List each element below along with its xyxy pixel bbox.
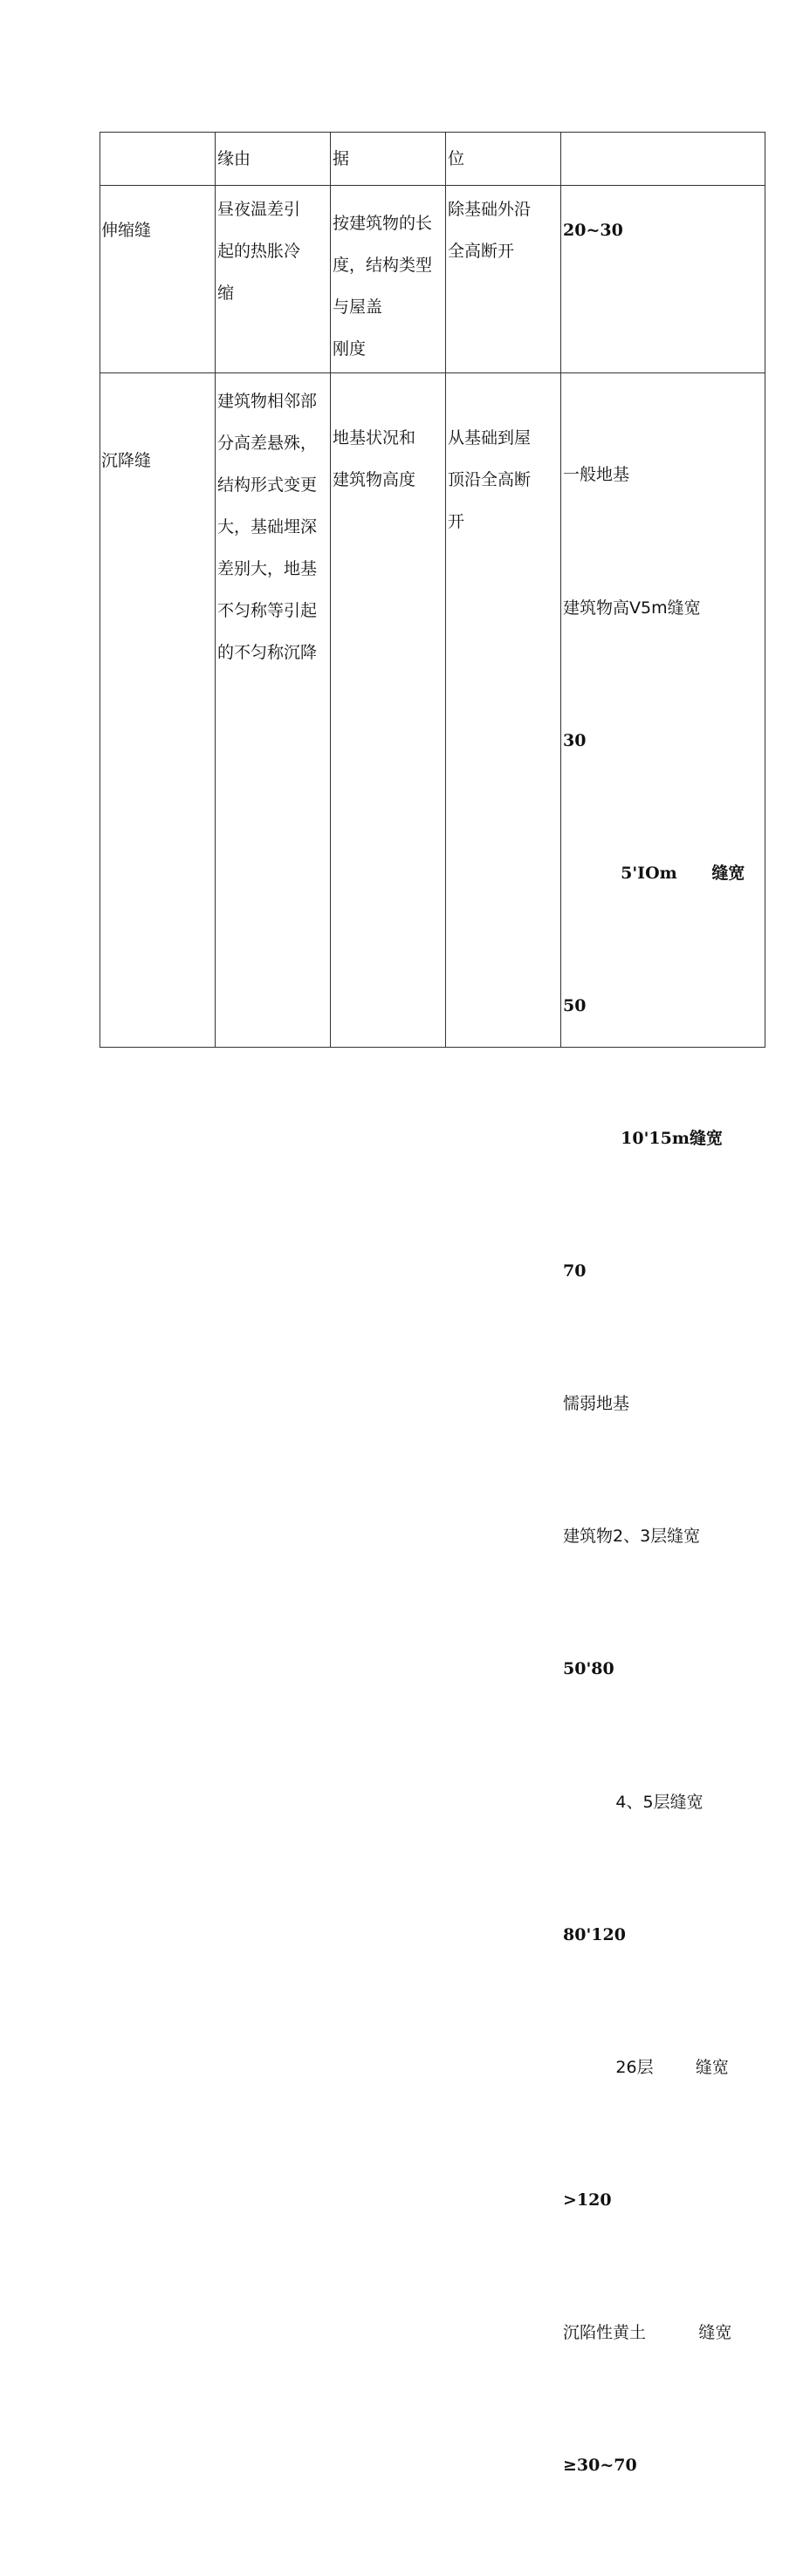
width-line: 50 <box>563 995 587 1015</box>
header-col1 <box>100 138 215 185</box>
width-line: 一般地基 <box>563 465 630 485</box>
col-divider-4 <box>560 133 561 1047</box>
width-line: 5'IOm 缝宽 <box>563 863 745 883</box>
header-cause: 缘由 <box>217 149 251 168</box>
row-divider-1 <box>100 185 765 186</box>
width-line: 懦弱地基 <box>563 1394 630 1414</box>
col-divider-2 <box>330 133 331 1047</box>
settlement-joint-cause: 建筑物相邻部 分高差悬殊， 结构形式变更 大，基础埋深 差别大，地基 不匀称等引起 的不匀称沉降 <box>217 392 318 662</box>
width-line: 建筑物高V5m缝宽 <box>563 598 701 618</box>
width-line: 10'15m缝宽 <box>563 1128 723 1148</box>
settlement-joint-position: 从基础到屋 顶沿全高断 开 <box>448 428 532 531</box>
col-divider-1 <box>215 133 216 1047</box>
expansion-joint-name: 伸缩缝 <box>101 221 152 240</box>
col-divider-3 <box>445 133 446 1047</box>
settlement-joint-width-list <box>563 365 764 2476</box>
width-line: 80'120 <box>563 1924 626 1944</box>
width-line: 26层 缝宽 <box>563 2057 729 2077</box>
expansion-joint-cause: 昼夜温差引 起的热胀冷 缩 <box>217 200 301 303</box>
width-line: 4、5层缝宽 <box>563 1792 703 1812</box>
header-basis: 据 <box>333 149 350 168</box>
width-line: >120 <box>563 2190 612 2210</box>
header-col5 <box>563 138 764 185</box>
width-line: 30 <box>563 730 587 750</box>
expansion-joint-width: 20~30 <box>563 221 623 240</box>
settlement-joint-basis: 地基状况和 建筑物高度 <box>333 428 416 489</box>
width-line: 50'80 <box>563 1659 614 1679</box>
width-line: ≥30~70 <box>563 2456 637 2476</box>
expansion-joint-position: 除基础外沿 全高断开 <box>448 200 532 261</box>
settlement-joint-name: 沉降缝 <box>101 451 152 470</box>
header-position: 位 <box>448 149 465 168</box>
width-line: 沉陷性黄土 缝宽 <box>563 2322 732 2342</box>
width-line: 建筑物2、3层缝宽 <box>563 1527 701 1547</box>
joint-table <box>100 132 765 2476</box>
width-line: 70 <box>563 1261 587 1281</box>
expansion-joint-basis: 按建筑物的长 度，结构类型 与屋盖 刚度 <box>333 214 433 359</box>
